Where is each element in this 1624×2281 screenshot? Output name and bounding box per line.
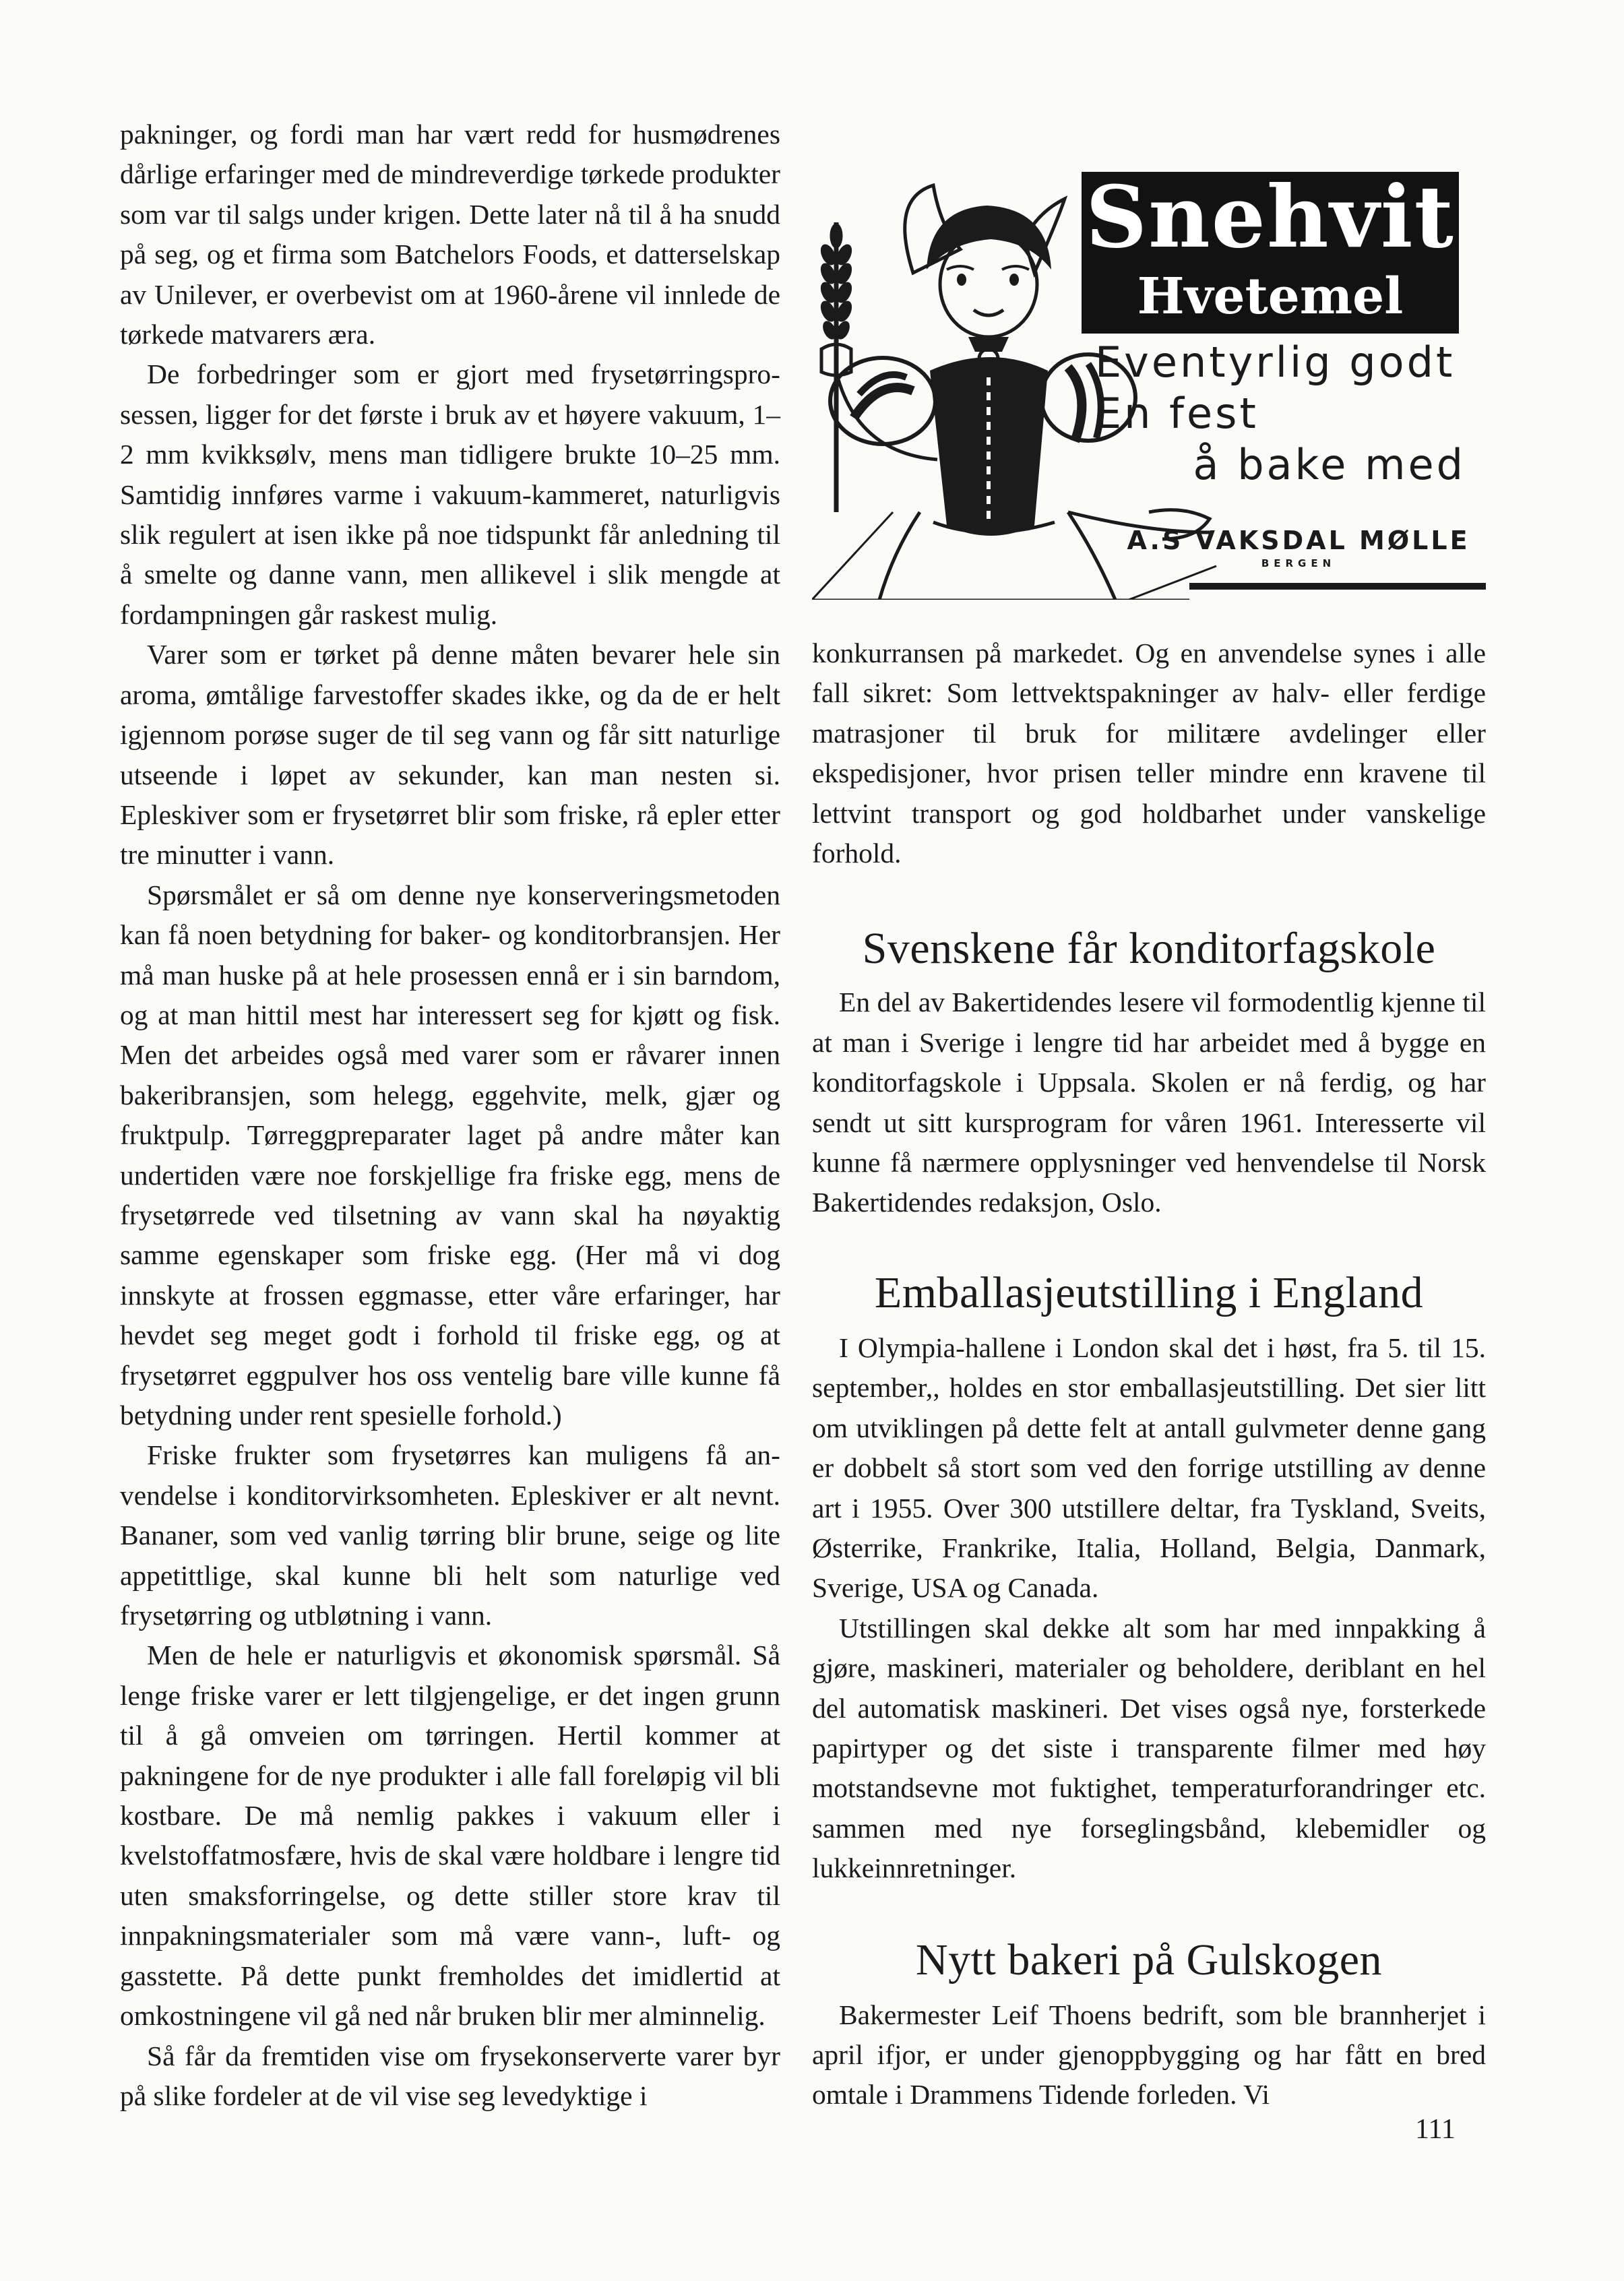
ad-title-box — [1082, 167, 1459, 334]
ad-product-name: Hvetemel — [1137, 268, 1404, 325]
article-paragraph: Så får da fremtiden vise om frysekonserverte varer byr på slike fordeler at de vil vise seg levedyktige i — [120, 2040, 780, 2111]
article-paragraph: Men de hele er naturligvis et økonomisk spørsmål. Så lenge friske varer er lett tilgjengelige, er det ingen grunn til å gå omveien om tørringen. Hertil kommer at pakningene for de nye produkter i alle fall foreløpig vil bli kostbare. De må nemlig pakkes i vakuum eller i kvelstoffatmosfære, hvis de skal være holdbare i lengre tid uten smaksforringelse, og dette stiller store krav til innpakningsmaterialer som må være vann-, luft- og gasstette. På dette punkt fremholdes det imidlertid at omkostningene vil gå ned når bruken blir mer alminnelig. — [120, 1639, 780, 2032]
article-paragraph: Bakermester Leif Thoens bedrift, som ble brannherjet i april ifjor, er under gjenoppbygging og har fått en bred omtale i Drammens Tidende forleden. Vi — [812, 1999, 1486, 2111]
ad-company-city: BERGEN — [1261, 557, 1336, 569]
article-paragraph: Varer som er tørket på denne måten bevarer hele sin aroma, ømtålige farvestoffer skades ikke, og da de er helt igjennom porøse suger de til seg vann og får sitt naturlige utseende i løpet av sekunder, kan man nesten si. Epleskiver som er frysetørret blir som friske, rå epler etter tre minutter i vann. — [120, 639, 780, 871]
section-heading: Svenskene får konditorfagskole — [862, 924, 1436, 974]
ad-slogan-line: Eventyrlig godt — [1095, 338, 1456, 387]
article-paragraph: De forbedringer som er gjort med frysetørringsprosessen, ligger for det første i bruk av et høyere vakuum, 1–2 mm kvikksølv, mens man tidligere brukte 10–25 mm. Samtidig innføres varme i vakuum-kammeret, naturligvis slik regulert at isen ikke på noe tidspunkt får anledning til å smelte og danne vann, men allikevel i slik mengde at fordampningen går raskest mulig. — [120, 358, 780, 630]
article-paragraph: En del av Bakertidendes lesere vil formodentlig kjenne til at man i Sverige i lengre tid har arbeidet med å bygge en konditorfagskole i Uppsala. Skolen er nå ferdig, og har sendt ut sitt kursprogram for våren 1961. Interesserte vil kunne få nærmere opplysninger ved henvendelse til Norsk Bakertidendes redaksjon, Oslo. — [812, 987, 1486, 1218]
article-paragraph: I Olympia-hallene i London skal det i høst, fra 5. til 15. september,, holdes en stor emballasjeutstilling. Det sier litt om utviklingen på dette felt at antall gulvmeter denne gang er dobbelt så stort som ved den forrige utstilling av denne art i 1955. Over 300 utstillere deltar, fra Tyskland, Sveits, Østerrike, Frankrike, Italia, Holland, Belgia, Danmark, Sverige, USA og Canada. — [812, 1332, 1486, 1604]
section-heading: Nytt bakeri på Gulskogen — [915, 1935, 1382, 1985]
article-paragraph: pakninger, og fordi man har vært redd for husmødrenes dårlige erfaringer med de mindreverdige tørkede produkter som var til salgs under krigen. Dette later nå til å ha snudd på seg, og et firma som Batchelors Foods, et datterselskap av Unilever, er overbevist om at 1960-årene vil innlede de tørkede matvarers æra. — [120, 119, 780, 350]
ad-slogan-line: å bake med — [1193, 440, 1466, 489]
article-paragraph: Spørsmålet er så om denne nye konserveringsmetoden kan få noen betydning for baker- og konditorbransjen. Her må man huske på at hele prosessen ennå er i sin barndom, og at man hittil mest har interessert seg for kjøtt og fisk. Men det arbeides også med varer som er råvarer innen bakeribransjen, som helegg, eggehvite, melk, gjær og fruktpulp. Tørreggpreparater laget på andre måter kan undertiden være noe forskjellige fra friske egg, mens de frysetørrede ved tilsetning av vann skal ha nøyaktig samme egenskaper som friske egg. (Her må vi dog innskyte at frossen eggmasse, etter våre erfaringer, har hevdet seg meget godt i forhold til friske egg, og at frysetørret eggpulver hos oss ventelig bare ville kunne få betydning under rent spesielle forhold.) — [120, 879, 780, 1431]
ad-brand-name: Snehvit — [1086, 167, 1455, 267]
ad-company-name: A.S VAKSDAL MØLLE — [1127, 526, 1470, 555]
left-column — [120, 115, 780, 2116]
article-paragraph: Friske frukter som frysetørres kan muligens få anvendelse i konditorvirksomheten. Epleskiver er alt nevnt. Bananer, som ved vanlig tørring blir brune, seige og lite appetittlige, skal kunne bli helt som naturlige ved frysetørring og utbløtning i vann. — [120, 1439, 780, 1631]
ad-slogan-line: En fest — [1095, 389, 1259, 438]
ad-slogan — [1095, 337, 1472, 491]
article-paragraph: Utstillingen skal dekke alt som har med innpakking å gjøre, maskineri, materialer og beholdere, deriblant en hel del automatisk maskineri. Det vises også nye, forsterkede papirtyper og det siste i transparente filmer med høy motstandsevne mot fuktighet, temperaturforandringer etc. sammen med nye forseglingsbånd, klebemidler og lukkeinnretninger. — [812, 1612, 1486, 1884]
page-number: 111 — [1415, 2114, 1456, 2145]
section-heading: Emballasjeutstilling i England — [874, 1268, 1424, 1317]
snehvit-advertisement — [812, 135, 1486, 600]
article-paragraph: konkurransen på markedet. Og en anvendelse synes i alle fall sikret: Som lettvektspakninger av halv- eller ferdige matrasjoner til bruk for militære avdelinger eller ekspedisjoner, hvor prisen teller mindre enn kravene til lettvint transport og god holdbarhet under vanskelige forhold. — [812, 637, 1486, 869]
right-column — [812, 633, 1486, 2115]
